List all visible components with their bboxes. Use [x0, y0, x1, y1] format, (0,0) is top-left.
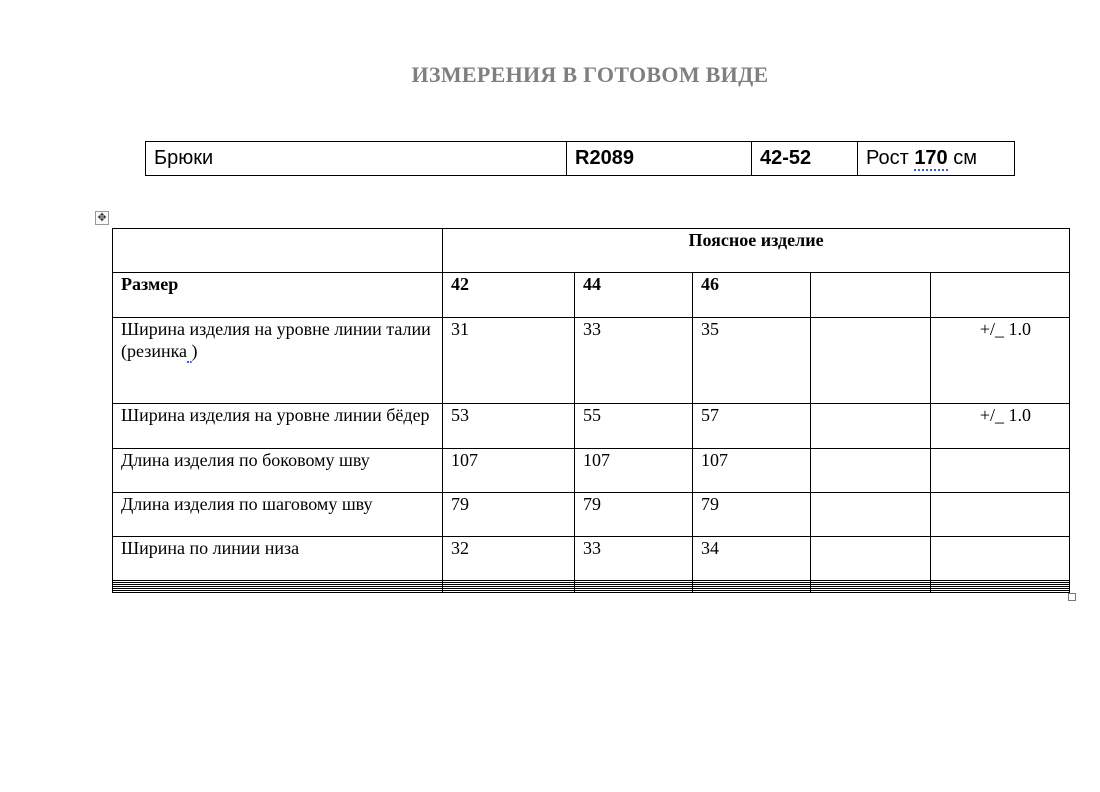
table-row	[113, 537, 1070, 581]
measurements-table	[112, 228, 1070, 593]
cell-value[interactable]: 79	[575, 492, 693, 536]
cell-value[interactable]	[931, 448, 1070, 492]
cell-value[interactable]	[931, 537, 1070, 581]
empty-row	[113, 590, 1070, 592]
empty-cell[interactable]	[931, 590, 1070, 592]
empty-cell[interactable]	[575, 590, 693, 592]
product-name[interactable]: Брюки	[146, 142, 567, 176]
cell-value[interactable]	[811, 404, 931, 448]
empty-cell[interactable]	[113, 590, 443, 592]
row-label[interactable]: Ширина изделия на уровне линии талии (резинка )	[113, 317, 443, 404]
page-title: ИЗМЕРЕНИЯ В ГОТОВОМ ВИДЕ	[411, 62, 769, 87]
cell-value[interactable]: 31	[443, 317, 575, 404]
move-icon[interactable]: ✥	[95, 211, 109, 225]
cell-value[interactable]	[811, 492, 931, 536]
table-row	[113, 448, 1070, 492]
product-size-range[interactable]: 42-52	[752, 142, 858, 176]
row-label[interactable]: Длина изделия по шаговому шву	[113, 492, 443, 536]
tolerance[interactable]: +/_ 1.0	[931, 317, 1070, 404]
cell-value[interactable]: 57	[693, 404, 811, 448]
size-42[interactable]: 42	[443, 273, 575, 317]
size-empty-1[interactable]	[811, 273, 931, 317]
product-height-cell[interactable]	[858, 142, 1015, 176]
size-empty-2[interactable]	[931, 273, 1070, 317]
empty-cell[interactable]	[113, 229, 443, 273]
table-row	[113, 404, 1070, 448]
cell-value[interactable]: 33	[575, 317, 693, 404]
cell-value[interactable]: 55	[575, 404, 693, 448]
height-unit: см	[953, 147, 977, 169]
row-label[interactable]: Длина изделия по боковому шву	[113, 448, 443, 492]
cell-value[interactable]: 107	[693, 448, 811, 492]
group-header[interactable]: Поясное изделие	[443, 229, 1070, 273]
height-value: 170	[914, 147, 948, 169]
table-row	[113, 492, 1070, 536]
cell-value[interactable]	[931, 492, 1070, 536]
tolerance[interactable]: +/_ 1.0	[931, 404, 1070, 448]
group-header-row	[113, 229, 1070, 273]
size-44[interactable]: 44	[575, 273, 693, 317]
size-row	[113, 273, 1070, 317]
cell-value[interactable]: 53	[443, 404, 575, 448]
cell-value[interactable]: 33	[575, 537, 693, 581]
cell-value[interactable]: 34	[693, 537, 811, 581]
size-46[interactable]: 46	[693, 273, 811, 317]
size-label[interactable]: Размер	[113, 273, 443, 317]
row-label[interactable]: Ширина изделия на уровне линии бёдер	[113, 404, 443, 448]
resize-icon[interactable]	[1068, 593, 1076, 601]
cell-value[interactable]: 79	[693, 492, 811, 536]
cell-value[interactable]	[811, 537, 931, 581]
cell-value[interactable]: 35	[693, 317, 811, 404]
table-row	[113, 317, 1070, 404]
cell-value[interactable]: 107	[575, 448, 693, 492]
cell-value[interactable]	[811, 317, 931, 404]
product-code[interactable]: R2089	[567, 142, 752, 176]
product-header-table	[145, 141, 1015, 176]
cell-value[interactable]: 79	[443, 492, 575, 536]
row-label[interactable]: Ширина по линии низа	[113, 537, 443, 581]
height-prefix: Рост	[866, 147, 909, 169]
cell-value[interactable]: 107	[443, 448, 575, 492]
cell-value[interactable]	[811, 448, 931, 492]
product-header-row	[146, 142, 1015, 176]
cell-value[interactable]: 32	[443, 537, 575, 581]
empty-cell[interactable]	[811, 590, 931, 592]
empty-cell[interactable]	[443, 590, 575, 592]
empty-cell[interactable]	[693, 590, 811, 592]
